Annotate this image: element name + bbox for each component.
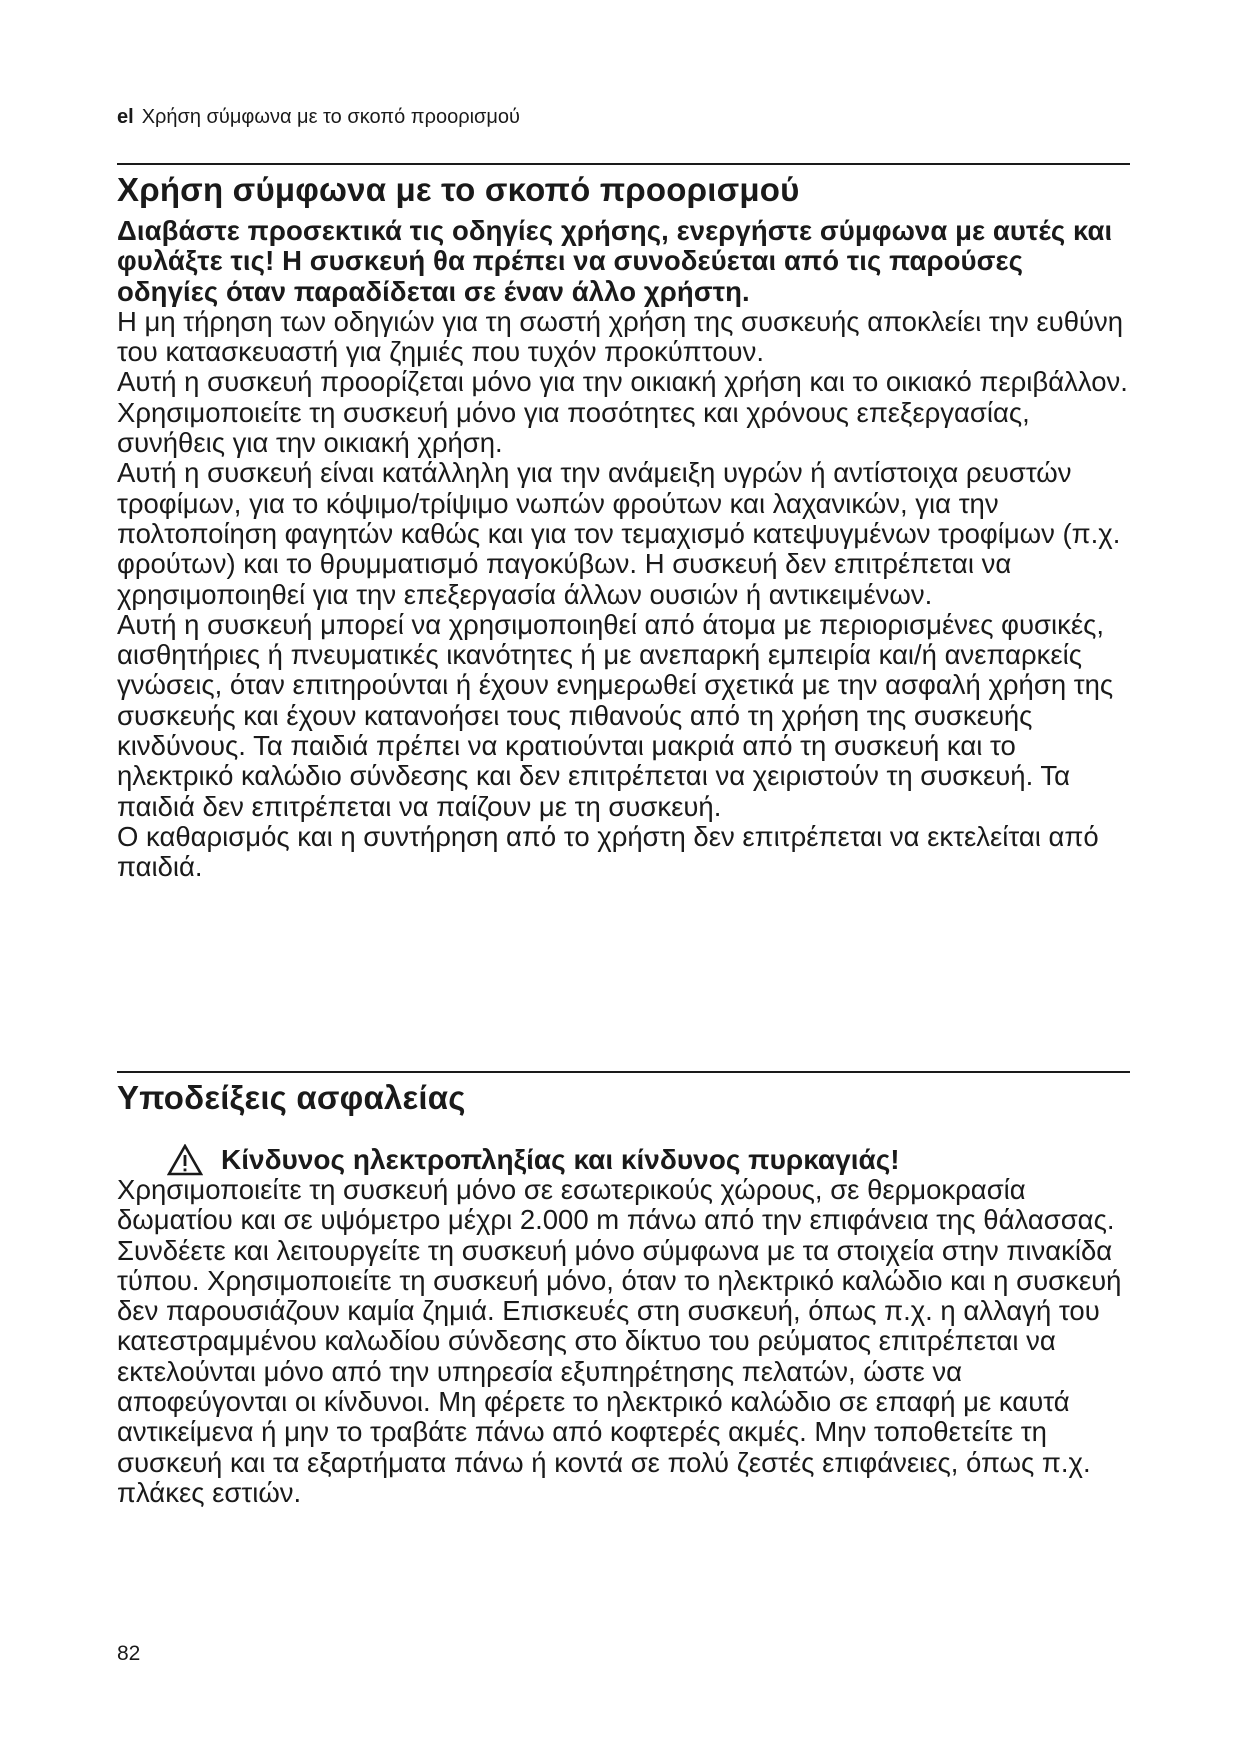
language-code: el [117,106,134,128]
section-title-safety: Υποδείξεις ασφαλείας [117,1079,466,1116]
warning-title: Κίνδυνος ηλεκτροπληξίας και κίνδυνος πυρκαγιάς! [221,1144,900,1175]
safety-paragraph: Χρησιμοποιείτε τη συσκευή μόνο σε εσωτερικούς χώρους, σε θερμοκρασία δωματίου και σε υψόμετρο μέχρι 2.000 m πάνω από την επιφάνεια της θάλασσας. Συνδέετε και λειτουργείτε τη συσκευή μόνο σύμφωνα με τα στοιχεία στην πινακίδα τύπου. Χρησιμοποιείτε τη συσκευή μόνο, όταν το ηλεκτρικό καλώδιο και η συσκευή δεν παρουσιάζουν καμία ζημιά. Επισκευές στη συσκευή, όπως π.χ. η αλλαγή του κατεστραμμένου καλωδίου σύνδεσης στο δίκτυο του ρεύματος επιτρέπεται να εκτελούνται μόνο από την υπηρεσία εξυπηρέτησης πελατών, ώστε να αποφεύγονται οι κίνδυνοι. Μη φέρετε το ηλεκτρικό καλώδιο σε επαφή με καυτά αντικείμενα ή μην το τραβάτε πάνω από κοφτερές ακμές. Μην τοποθετείτε τη συσκευή και τα εξαρτήματα πάνω ή κοντά σε πολύ ζεστές επιφάνειες, όπως π.χ. πλάκες εστιών. [117,1174,1122,1508]
paragraph-supervision: Αυτή η συσκευή μπορεί να χρησιμοποιηθεί από άτομα με περιορισμένες φυσικές, αισθητήριες ή πνευματικές ικανότητες ή με ανεπαρκή εμπειρία και/ή ανεπαρκείς γνώσεις, όταν επιτηρούνται ή έχουν ενημερωθεί σχετικά με την ασφαλή χρήση της συσκευής και έχουν κατανοήσει τους πιθανούς από τη χρήση της συσκευής κινδύνους. Τα παιδιά πρέπει να κρατιούνται μακριά από τη συσκευή και το ηλεκτρικό καλώδιο σύνδεσης και δεν επιτρέπεται να χειριστούν τη συσκευή. Τα παιδιά δεν επιτρέπεται να παίζουν με τη συσκευή. [117,608,1114,822]
warning-triangle-icon [167,1144,203,1176]
paragraph-liability: Η μη τήρηση των οδηγιών για τη σωστή χρήση της συσκευής αποκλείει την ευθύνη του κατασκευαστή για ζημιές που τυχόν προκύπτουν. [117,305,1124,368]
running-title: Χρήση σύμφωνα με το σκοπό προορισμού [141,106,520,128]
intended-use-lead: Διαβάστε προσεκτικά τις οδηγίες χρήσης, ενεργήστε σύμφωνα με αυτές και φυλάξτε τις! Η συσκευή θα πρέπει να συνοδεύεται από τις παρούσες οδηγίες όταν παραδίδεται σε έναν άλλο χρήστη. [117,215,1113,307]
page-number: 82 [117,1642,141,1665]
section-title-intended-use: Χρήση σύμφωνα με το σκοπό προορισμού [117,171,800,208]
paragraph-household-use: Αυτή η συσκευή προορίζεται μόνο για την οικιακή χρήση και το οικιακό περιβάλλον. Χρησιμοποιείτε τη συσκευή μόνο για ποσότητες και χρόνους επεξεργασίας, συνήθεις για την οικιακή χρήση. [117,366,1128,459]
intended-use-content [117,216,1130,883]
running-header [117,105,520,129]
paragraph-cleaning: Ο καθαρισμός και η συντήρηση από το χρήστη δεν επιτρέπεται να εκτελείται από παιδιά. [117,820,1099,883]
paragraph-suitable-use: Αυτή η συσκευή είναι κατάλληλη για την ανάμειξη υγρών ή αντίστοιχα ρευστών τροφίμων, για το κόψιμο/τρίψιμο νωπών φρούτων και λαχανικών, για την πολτοποίηση φαγητών καθώς και για τον τεμαχισμό κατεψυγμένων τροφίμων (π.χ. φρούτων) και το θρυμματισμό παγοκύβων. Η συσκευή δεν επιτρέπεται να χρησιμοποιηθεί για την επεξεργασία άλλων ουσιών ή αντικειμένων. [117,457,1121,610]
section-divider [117,163,1130,165]
warning-heading [167,1143,900,1177]
manual-page [117,0,1130,1754]
safety-content [117,1175,1130,1508]
section-divider [117,1071,1130,1073]
